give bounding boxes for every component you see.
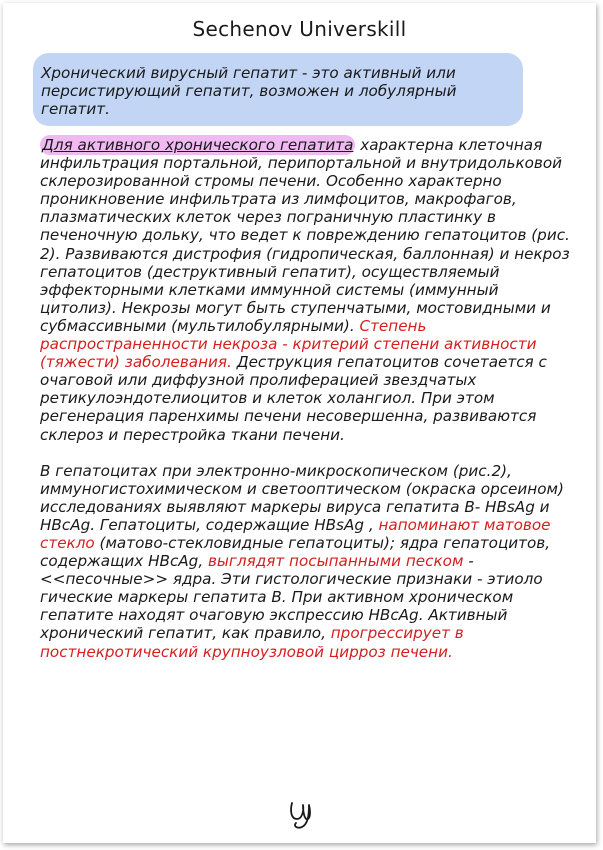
intro-callout: Хронический вирусный гепатит - это активный или персистирующий гепатит, возможен и лобулярный гепатит. bbox=[33, 53, 523, 126]
signature-logo-icon bbox=[283, 797, 317, 833]
page-title: Sechenov Universkill bbox=[192, 17, 407, 41]
paragraph1-text-a: характерна клеточная инфильтрация портальной, перипортальной и внутридольковой склерозированной стромы печени. Особенно характерно проникновение инфильтрата из лимфоцитов, макрофагов, плазматических клеток через пограничную пластинку в печеночную дольку, что ведет к повреждению гепатоцитов (рис. 2). Развиваются дистрофия (гидропическая, баллонная) и некроз гепатоцитов (деструктивный гепатит), осуществляемый эффекторными клетками иммунной системы (иммунный цитолиз). Некрозы могут быть ступенчатыми, мостовидными и субмассивными (мультилобулярными). bbox=[40, 136, 570, 335]
paragraph2-text-b: (матово-стекловидные гепатоциты); ядра гепатоцитов, содержащих HBcAg, bbox=[40, 533, 551, 571]
signature-logo bbox=[3, 797, 596, 837]
paragraph2-red-glass: напоминают матовое стекло bbox=[40, 515, 551, 552]
paragraph2-text-a: В гепатоцитах при электронно-микроскопическом (рис.2), иммуногистохимическом и светооптическом (окраска орсеином) исследованиях выявляют маркеры вируса гепатита В- HBsAg и HBcAg. Гепатоциты, содержащие HBsAg , bbox=[40, 461, 564, 534]
paragraph1-text-b: Деструкция гепатоцитов сочетается с очаговой или диффузной пролиферацией звездчатых ретикулоэндотелиоцитов и клеток холангиол. При этом регенерация паренхимы печени несовершенна, развиваются склероз и перестройка ткани печени. bbox=[40, 353, 547, 444]
highlighted-heading: Для активного хронического гепатита bbox=[42, 136, 354, 154]
paragraph-markers bbox=[40, 462, 570, 661]
paragraph2-red-sand: выглядят посыпанными песком bbox=[207, 552, 464, 571]
paragraph1-red-note: Степень распространенности некроза - критерий степени активности (тяжести) заболевания. bbox=[40, 316, 537, 372]
document-page bbox=[3, 3, 596, 843]
paragraph2-text-c: - <<песочные>> ядра. Эти гистологические признаки - этиоло гические маркеры гепатита В. При активном хроническом гепатите находят очаговую экспрессию HBcAg. Активный хронический гепатит, как правило, bbox=[40, 552, 543, 643]
paragraph2-red-cirrhosis: прогрессирует в постнекротический крупноузловой цирроз печени. bbox=[40, 624, 464, 661]
paragraph-active-hepatitis bbox=[40, 136, 570, 444]
document-body bbox=[40, 136, 570, 661]
